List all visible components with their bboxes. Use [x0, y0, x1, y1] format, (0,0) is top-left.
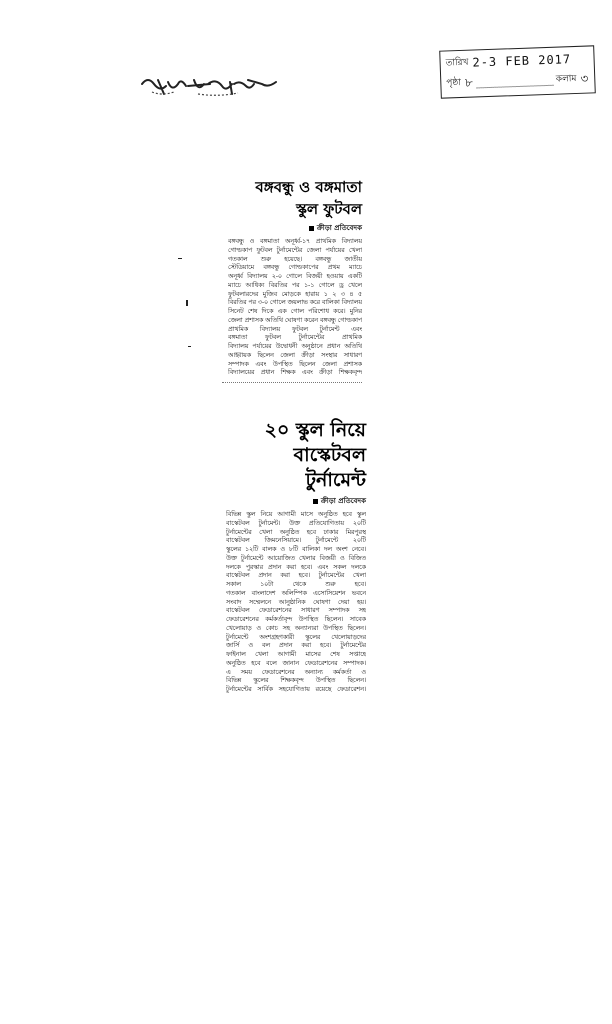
- body-line: গোল্ডকাপ ফুটবল টুর্নামেন্টের জেলা পর্যায়ের খেলা: [228, 245, 362, 254]
- body-line: বঙ্গবন্ধু ও বঙ্গমাতা অনূর্ধ্ব-১৭ প্রাথমিক বিদ্যালয়: [228, 237, 362, 245]
- body-line: দলকে পুরস্কার প্রদান করা হবে। এবং সকল দলকে: [226, 562, 366, 571]
- article-basketball: [226, 418, 366, 694]
- stamp-date-label: তারিখ: [445, 57, 469, 69]
- body-line: বাস্কেটবল জিমনেসিয়ামে। টুর্নামেন্টে ২০টি: [226, 536, 366, 545]
- scan-mark: [178, 258, 182, 259]
- headline-line: বাস্কেটবল: [293, 444, 366, 466]
- body-line: বাস্কেটবল টুর্নামেন্ট। উক্ত প্রতিযোগিতায় ২০টি: [226, 518, 366, 527]
- body-line: প্রাথমিক বিদ্যালয় ফুটবল টুর্নামেন্ট এবং: [228, 324, 362, 333]
- body-line: ফেডারেশনের কর্মকর্তাবৃন্দ উপস্থিত ছিলেন। সাবেক: [226, 615, 366, 623]
- body-line: অনুষ্ঠিত হবে বলে জানান ফেডারেশনের সম্পাদক।: [226, 658, 366, 667]
- body-line: বিদ্যালয়ের প্রধান শিক্ষক এবং ক্রীড়া শিক্ষকবৃন্দ: [228, 368, 362, 377]
- body-line: আহ্বায়ক ছিলেন জেলা ক্রীড়া সংস্থার সাধারণ: [228, 350, 362, 359]
- stamp-page-value: ৮: [464, 75, 474, 90]
- body-line: টুর্নামেন্টের খেলা অনুষ্ঠিত হবে ঢাকার মিরপুরস্থ: [226, 527, 366, 536]
- body-line: বাস্কেটবল প্রদান করা হবে। টুর্নামেন্টের খেলা: [226, 571, 366, 580]
- body-line: স্কুলের ১২টি বালক ও ৮টি বালিকা দল অংশ নেবে।: [226, 545, 366, 553]
- body-line: বিদ্যালয় পর্যায়ের উদ্বোধনী অনুষ্ঠানে প্রধান অতিথি: [228, 342, 362, 350]
- article-basketball-byline: [226, 495, 366, 507]
- body-line: টুর্নামেন্টে অংশগ্রহণকারী স্কুলের খেলোয়াড়দের: [226, 632, 366, 641]
- stamp-column-label: কলাম: [555, 73, 577, 85]
- article-divider: [222, 382, 362, 383]
- body-line: বিভিন্ন স্কুল নিয়ে আগামী মাসে অনুষ্ঠিত হবে স্কুল: [226, 510, 366, 518]
- byline-square-icon: [309, 226, 314, 231]
- stamp-dotted-line: [477, 74, 554, 88]
- article-basketball-headline: [226, 418, 366, 493]
- body-line: এ সময় ফেডারেশনের অন্যান্য কর্মকর্তা ও: [226, 667, 366, 676]
- body-line: স্টেডিয়ামে বঙ্গবন্ধু গোল্ডকাপের প্রথম ম্যাচে: [228, 263, 362, 272]
- headline-line: টুর্নামেন্ট: [305, 469, 366, 491]
- body-line: বাস্কেটবল ফেডারেশনের সাধারণ সম্পাদক সহ: [226, 606, 366, 615]
- headline-line: বঙ্গবন্ধু ও বঙ্গমাতা: [255, 178, 362, 196]
- scan-mark: [186, 300, 188, 306]
- scan-mark: [188, 346, 191, 347]
- newspaper-masthead-logo: [138, 70, 288, 104]
- body-line: সম্পাদক এবং উপস্থিত ছিলেন জেলা প্রশাসক: [228, 359, 362, 368]
- stamp-column-value: ৩: [580, 71, 590, 86]
- stamp-date-value: 2-3 FEB 2017: [472, 52, 572, 70]
- body-line: গতকাল বাংলাদেশ অলিম্পিক এসোসিয়েশন ভবনে: [226, 588, 366, 597]
- article-football: [228, 176, 362, 377]
- article-football-byline: [228, 222, 362, 234]
- body-line: ম্যাচে আধিক্য বিরতির পর ১-১ গোলে ড্র খেলে: [228, 280, 362, 289]
- byline-text: ক্রীড়া প্রতিবেদক: [316, 224, 362, 232]
- article-football-headline: [228, 176, 362, 220]
- stamp-page-row: [446, 69, 590, 94]
- body-line: সিনেট শেষ দিকে এক গোল পরিশোধ করে। মুনির: [228, 307, 362, 315]
- body-line: বিভিন্ন স্কুলের শিক্ষকবৃন্দ উপস্থিত ছিলেন।: [226, 676, 366, 685]
- body-line: জার্সি ও বল প্রদান করা হবে। টুর্নামেন্টের: [226, 641, 366, 650]
- body-line: উক্ত টুর্নামেন্টে আয়োজিত খেলার বিজয়ী ও বিজিত: [226, 553, 366, 562]
- body-line: ফাইনাল খেলা আগামী মাসের শেষ সপ্তাহে: [226, 650, 366, 658]
- stamp-page-label: পৃষ্ঠা: [446, 77, 462, 89]
- byline-square-icon: [313, 499, 318, 504]
- body-line: অনূর্ধ্ব বিদ্যালয় ২-০ গোলে বিজয়ী হওয়ায় একটি: [228, 272, 362, 280]
- body-line: জেলা প্রশাসক অতিথি ঘোষণা করেন বঙ্গবন্ধু গোল্ডকাপ: [228, 315, 362, 324]
- date-stamp: [439, 45, 596, 98]
- body-line: গতকাল শুরু হয়েছে। বঙ্গবন্ধু জাতীয়: [228, 254, 362, 263]
- article-basketball-body: [226, 510, 366, 694]
- body-line: খেলোয়াড় ও কোচ সহ অন্যান্যরা উপস্থিত ছিলেন।: [226, 623, 366, 632]
- body-line: ফুটবলারদের মুজিব মোড়কে হারায় ১ ২ ৩ ৪ ৫: [228, 289, 362, 298]
- headline-line: স্কুল ফুটবল: [296, 200, 362, 218]
- body-line: সংবাদ সম্মেলনে আনুষ্ঠানিক ঘোষণা দেয়া হয়।: [226, 597, 366, 606]
- body-line: বিরতির পর ৩-০ গোলে জয়লাভ করে বালিকা বিদ্যালয়: [228, 298, 362, 307]
- body-line: টুর্নামেন্টের সার্বিক সহযোগিতায় রয়েছে ফেডারেশন।: [226, 685, 366, 693]
- body-line: বঙ্গমাতা ফুটবল টুর্নামেন্টের প্রাথমিক: [228, 333, 362, 342]
- byline-text: ক্রীড়া প্রতিবেদক: [320, 497, 366, 505]
- headline-line: ২০ স্কুল নিয়ে: [264, 419, 366, 441]
- article-football-body: [228, 237, 362, 377]
- body-line: সকাল ১০টা থেকে শুরু হবে।: [226, 580, 366, 588]
